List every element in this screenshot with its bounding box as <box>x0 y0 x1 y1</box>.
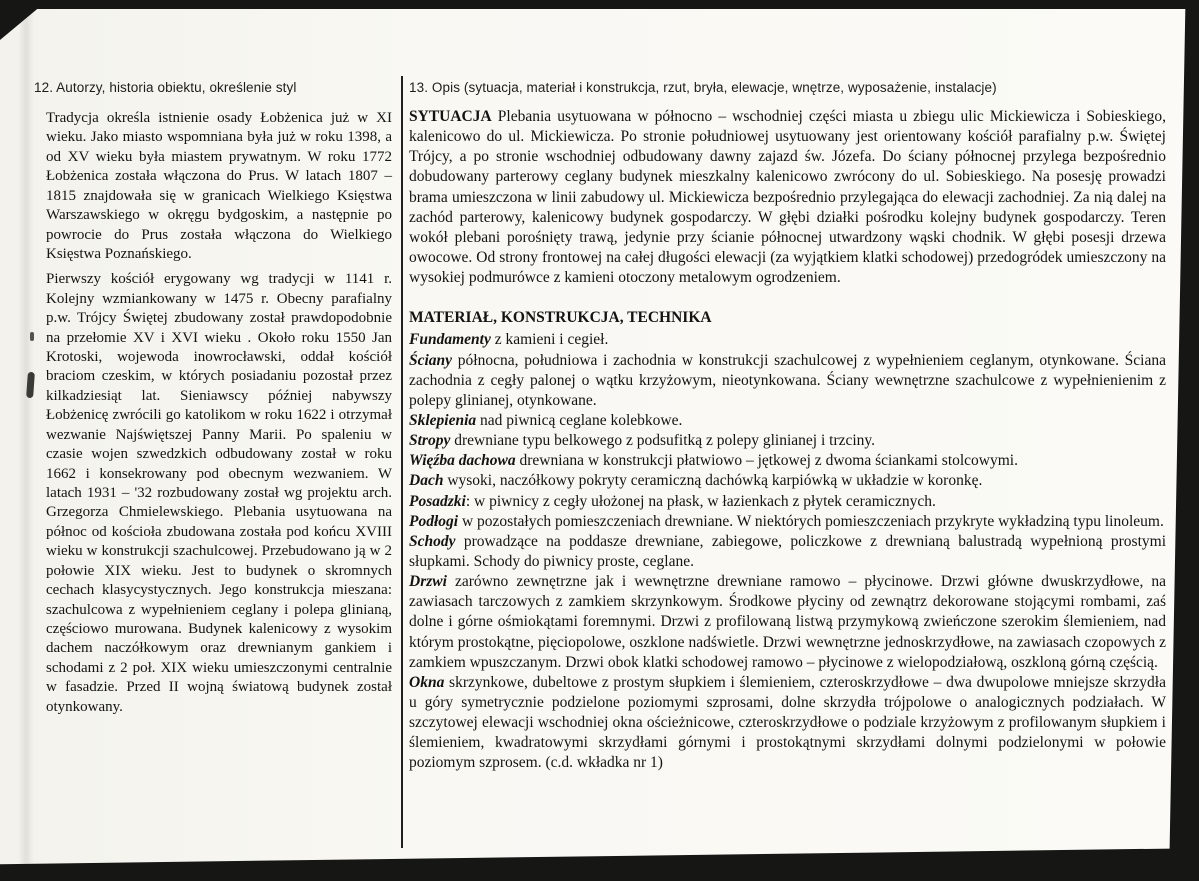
material-text: skrzynkowe, dubeltowe z prostym słupkiem i ślemieniem, czteroskrzydłowe – dwa dwupolowe mniejsze skrzydła u góry symetrycznie podzielone poziomymi szprosami, dolne skrzydła trójpolowe o analogicznych podziałach. W szczytowej elewacji wschodniej okna ościeżnicowe, czteroskrzydłowe o podziale krzyżowym z profilowanym słupkiem i ślemieniem, kwadratowymi skrzydłami górnymi i prostokątnymi skrzydłami dolnymi podzielonymi w połowie poziomym szprosem. (c.d. wkładka nr 1) <box>409 673 1166 772</box>
material-item <box>409 330 1166 350</box>
material-term: Posadzki <box>409 492 466 510</box>
scan-speck <box>30 332 34 341</box>
history-text <box>34 109 394 717</box>
material-term: Okna <box>409 673 445 691</box>
material-item <box>409 673 1166 774</box>
history-paragraph: Pierwszy kościół erygowany wg tradycji w 1141 r. Kolejny wzmiankowany w 1475 r. Obecny parafialny p.w. Trójcy Świętej zbudowany został prawdopodobnie na przełomie XV i XVI wieku . Około roku 1550 Jan Krotoski, wojewoda inowrocławski, oddał kościół braciom czeskim, w których posiadaniu pozostał przez kilkadziesiąt lat. Sieniawscy później nabywszy Łobżenicę zwrócili go katolikom w roku 1622 i otrzymał wezwanie Najświętszej Panny Marii. Po spaleniu w czasie wojen szwedzkich odbudowany został w roku 1662 i konsekrowany pod obecnym wezwaniem. W latach 1931 – '32 rozbudowany został wg projektu arch. Grzegorza Chmielewskiego. Plebania usytuowana na północ od kościoła zbudowana została pod końcu XVIII wieku w konstrukcji szachulcowej. Przebudowano ją w 2 połowie XIX wieku. Jest to budynek o skromnych cechach klasycystycznych. Jego konstrukcja mieszana: szachulcowa z wypełnieniem ceglany i polepa glinianą, częściowo murowana. Budynek kalenicowy z wysokim dachem naczółkowym oraz drewnianym gankiem i schodami z 2 poł. XIX wieku umieszczonymi centralnie w fasadzie. Przed II wojną światową budynek został otynkowany. <box>46 271 392 715</box>
column-divider <box>401 76 403 848</box>
paper-fold-shadow <box>18 0 34 881</box>
material-item <box>409 451 1166 471</box>
material-text: północna, południowa i zachodnia w konstrukcji szachulcowej z wypełnieniem ceglanym, otynkowane. Ściana zachodnia z cegły palonej o wątku krzyżowym, nieotynkowana. Ściany wewnętrzne szachulcowe z wypełnienienim z polepy glinianej, otynkowane. <box>409 351 1166 409</box>
material-term: Sklepienia <box>409 411 477 429</box>
material-text: zarówno zewnętrzne jak i wewnętrzne drewniane ramowo – płycinowe. Drzwi główne dwuskrzydłowe, na zawiasach tarczowych z zamkiem skrzynkowym. Środkowe płyciny od zewnątrz dekorowane stojącymi rombami, zaś dolne i górne ośmiokątami foremnymi. Drzwi z profilowaną listwą przymykową zwieńczone szerokim ślemieniem, nad którym prostokątne, pięciopolowe, oszklone nadświetle. Drzwi wewnętrzne jednoskrzydłowe, na zawiasach czopowych z zamkiem wpuszczanym. Drzwi obok klatki schodowej ramowo – płycinowe z wielopodziałową, oszkloną górną częścią. <box>409 573 1166 671</box>
material-term: Stropy <box>409 432 451 450</box>
material-item <box>409 532 1166 572</box>
material-item <box>409 431 1166 451</box>
material-text: prowadzące na poddasze drewniane, zabiegowe, policzkowe z drewnianą balustradą wypełnioną prostymi słupkami. Schody do piwnicy proste, ceglane. <box>409 532 1166 570</box>
material-item <box>409 512 1166 532</box>
material-item <box>409 411 1166 431</box>
material-term: Więźba dachowa <box>409 452 516 470</box>
material-item <box>409 471 1166 491</box>
material-text: z kamieni i cegieł. <box>490 331 609 349</box>
situation-text: Plebania usytuowana w północno – wschodniej części miasta u zbiegu ulic Mickiewicza i Sobieskiego, kalenicowo do ul. Mickiewicza. Po stronie południowej usytuowany jest orientowany kościół parafialny p.w. Świętej Trójcy, a po stronie wschodniej odbudowany dawny zajazd św. Józefa. Do ściany północnej przylega bezpośrednio dobudowany parterowy ceglany budynek mieszkalny kalenicowo zwrócony do ul. Sobieskiego. Na posesję prowadzi brama umieszczona w linii zabudowy ul. Mickiewicza bezpośrednio przylegająca do elewacji zachodniej. Za nią dalej na zachód parterowy, kalenicowy budynek gospodarczy. W głębi działki pośrodku kolejny budynek gospodarczy. Teren wokół plebani porośnięty trawą, jedynie przy ścianie północnej utwardzony wąski chodnik. W głębi posesji drzewa owocowe. Od strony frontowej na całej długości elewacji (za wyjątkiem klatki schodowej) przedogródek umieszczony na wysokiej podmurówce z kamieni otoczony metalowym ogrodzeniem. <box>409 108 1166 287</box>
section-12-header: 12. Autorzy, historia obiektu, określenie styl <box>34 80 297 95</box>
material-text: wysoki, naczółkowy pokryty ceramiczną dachówką karpiówką w układzie w koronkę. <box>443 472 983 490</box>
situation-paragraph <box>409 107 1166 288</box>
material-section-header: MATERIAŁ, KONSTRUKCJA, TECHNIKA <box>409 309 712 327</box>
material-text: : w piwnicy z cegły ułożonej na płask, w łazienkach z płytek ceramicznych. <box>465 492 936 510</box>
history-paragraph: Tradycja określa istnienie osady Łobżenica już w XI wieku. Jako miasto wspomniana była już w roku 1398, a od XV wieku była miastem prywatnym. W roku 1772 Łobżenica została włączona do Prus. W latach 1807 – 1815 znajdowała się w granicach Wielkiego Księstwa Warszawskiego w okręgu bydgoskim, a następnie po powrocie do Prus została włączona do Wielkiego Księstwa Poznańskiego. <box>46 110 392 262</box>
section-12 <box>34 80 394 723</box>
material-text: drewniane typu belkowego z podsufitką z polepy glinianej i trzciny. <box>450 432 876 450</box>
situation-label: SYTUACJA <box>409 108 492 125</box>
material-term: Fundamenty <box>409 331 491 349</box>
section-13-header: 13. Opis (sytuacja, materiał i konstrukcja, rzut, bryła, elewacje, wnętrze, wyposażenie, instalacje) <box>409 80 997 95</box>
material-text: drewniana w konstrukcji płatwiowo – jętkowej z dwoma ściankami stolcowymi. <box>515 452 1018 470</box>
scan-edge-top <box>0 0 1199 9</box>
material-item <box>409 572 1166 673</box>
material-term: Dach <box>409 472 444 490</box>
material-text: nad piwnicą ceglane kolebkowe. <box>476 411 683 429</box>
material-item <box>409 492 1166 512</box>
material-term: Ściany <box>409 351 453 369</box>
material-item <box>409 351 1166 411</box>
material-term: Schody <box>409 532 456 550</box>
material-term: Podłogi <box>409 512 459 530</box>
section-13 <box>409 80 1166 774</box>
material-term: Drzwi <box>409 573 447 591</box>
material-text: w pozostałych pomieszczeniach drewniane. W niektórych pomieszczeniach przykryte wykładziną typu linoleum. <box>458 512 1164 530</box>
